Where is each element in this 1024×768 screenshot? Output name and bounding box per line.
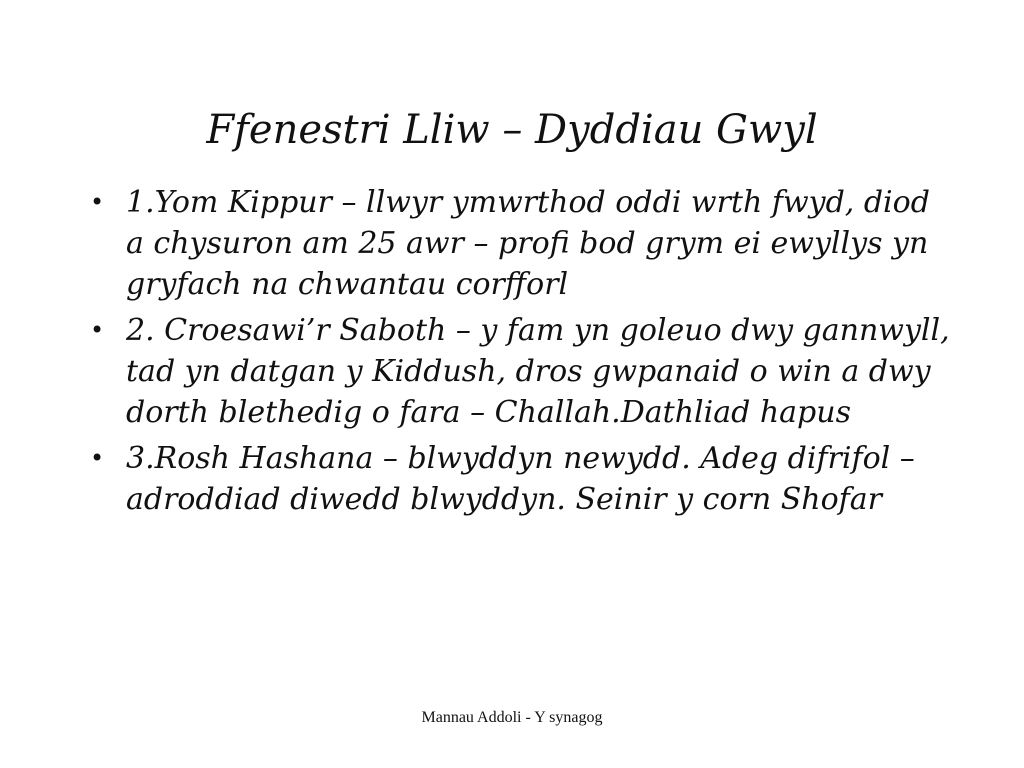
bullet-icon: • (90, 188, 105, 216)
bullet-text: 2. Croesawi’r Saboth – y fam yn goleuo dwy gannwyll, tad yn datgan y Kiddush, dros gwpanaid o win a dwy dorth blethedig o fara – Challah.Dathliad hapus (126, 313, 950, 430)
slide-title: Ffenestri Lliw – Dyddiau Gwyl (206, 107, 818, 153)
bullet-icon: • (90, 444, 105, 472)
bullet-list (90, 182, 950, 525)
bullet-item-saboth (90, 310, 950, 433)
bullet-item-yom-kippur (90, 182, 950, 305)
bullet-item-rosh-hashana (90, 438, 950, 520)
slide-footer: Mannau Addoli - Y synagog (421, 709, 603, 726)
bullet-text: 1.Yom Kippur – llwyr ymwrthod oddi wrth fwyd, diod a chysuron am 25 awr – profi bod grym ei ewyllys yn gryfach na chwantau corfforl (126, 185, 930, 302)
bullet-icon: • (90, 316, 105, 344)
bullet-text: 3.Rosh Hashana – blwyddyn newydd. Adeg difrifol – adroddiad diwedd blwyddyn. Seinir y corn Shofar (126, 441, 915, 517)
